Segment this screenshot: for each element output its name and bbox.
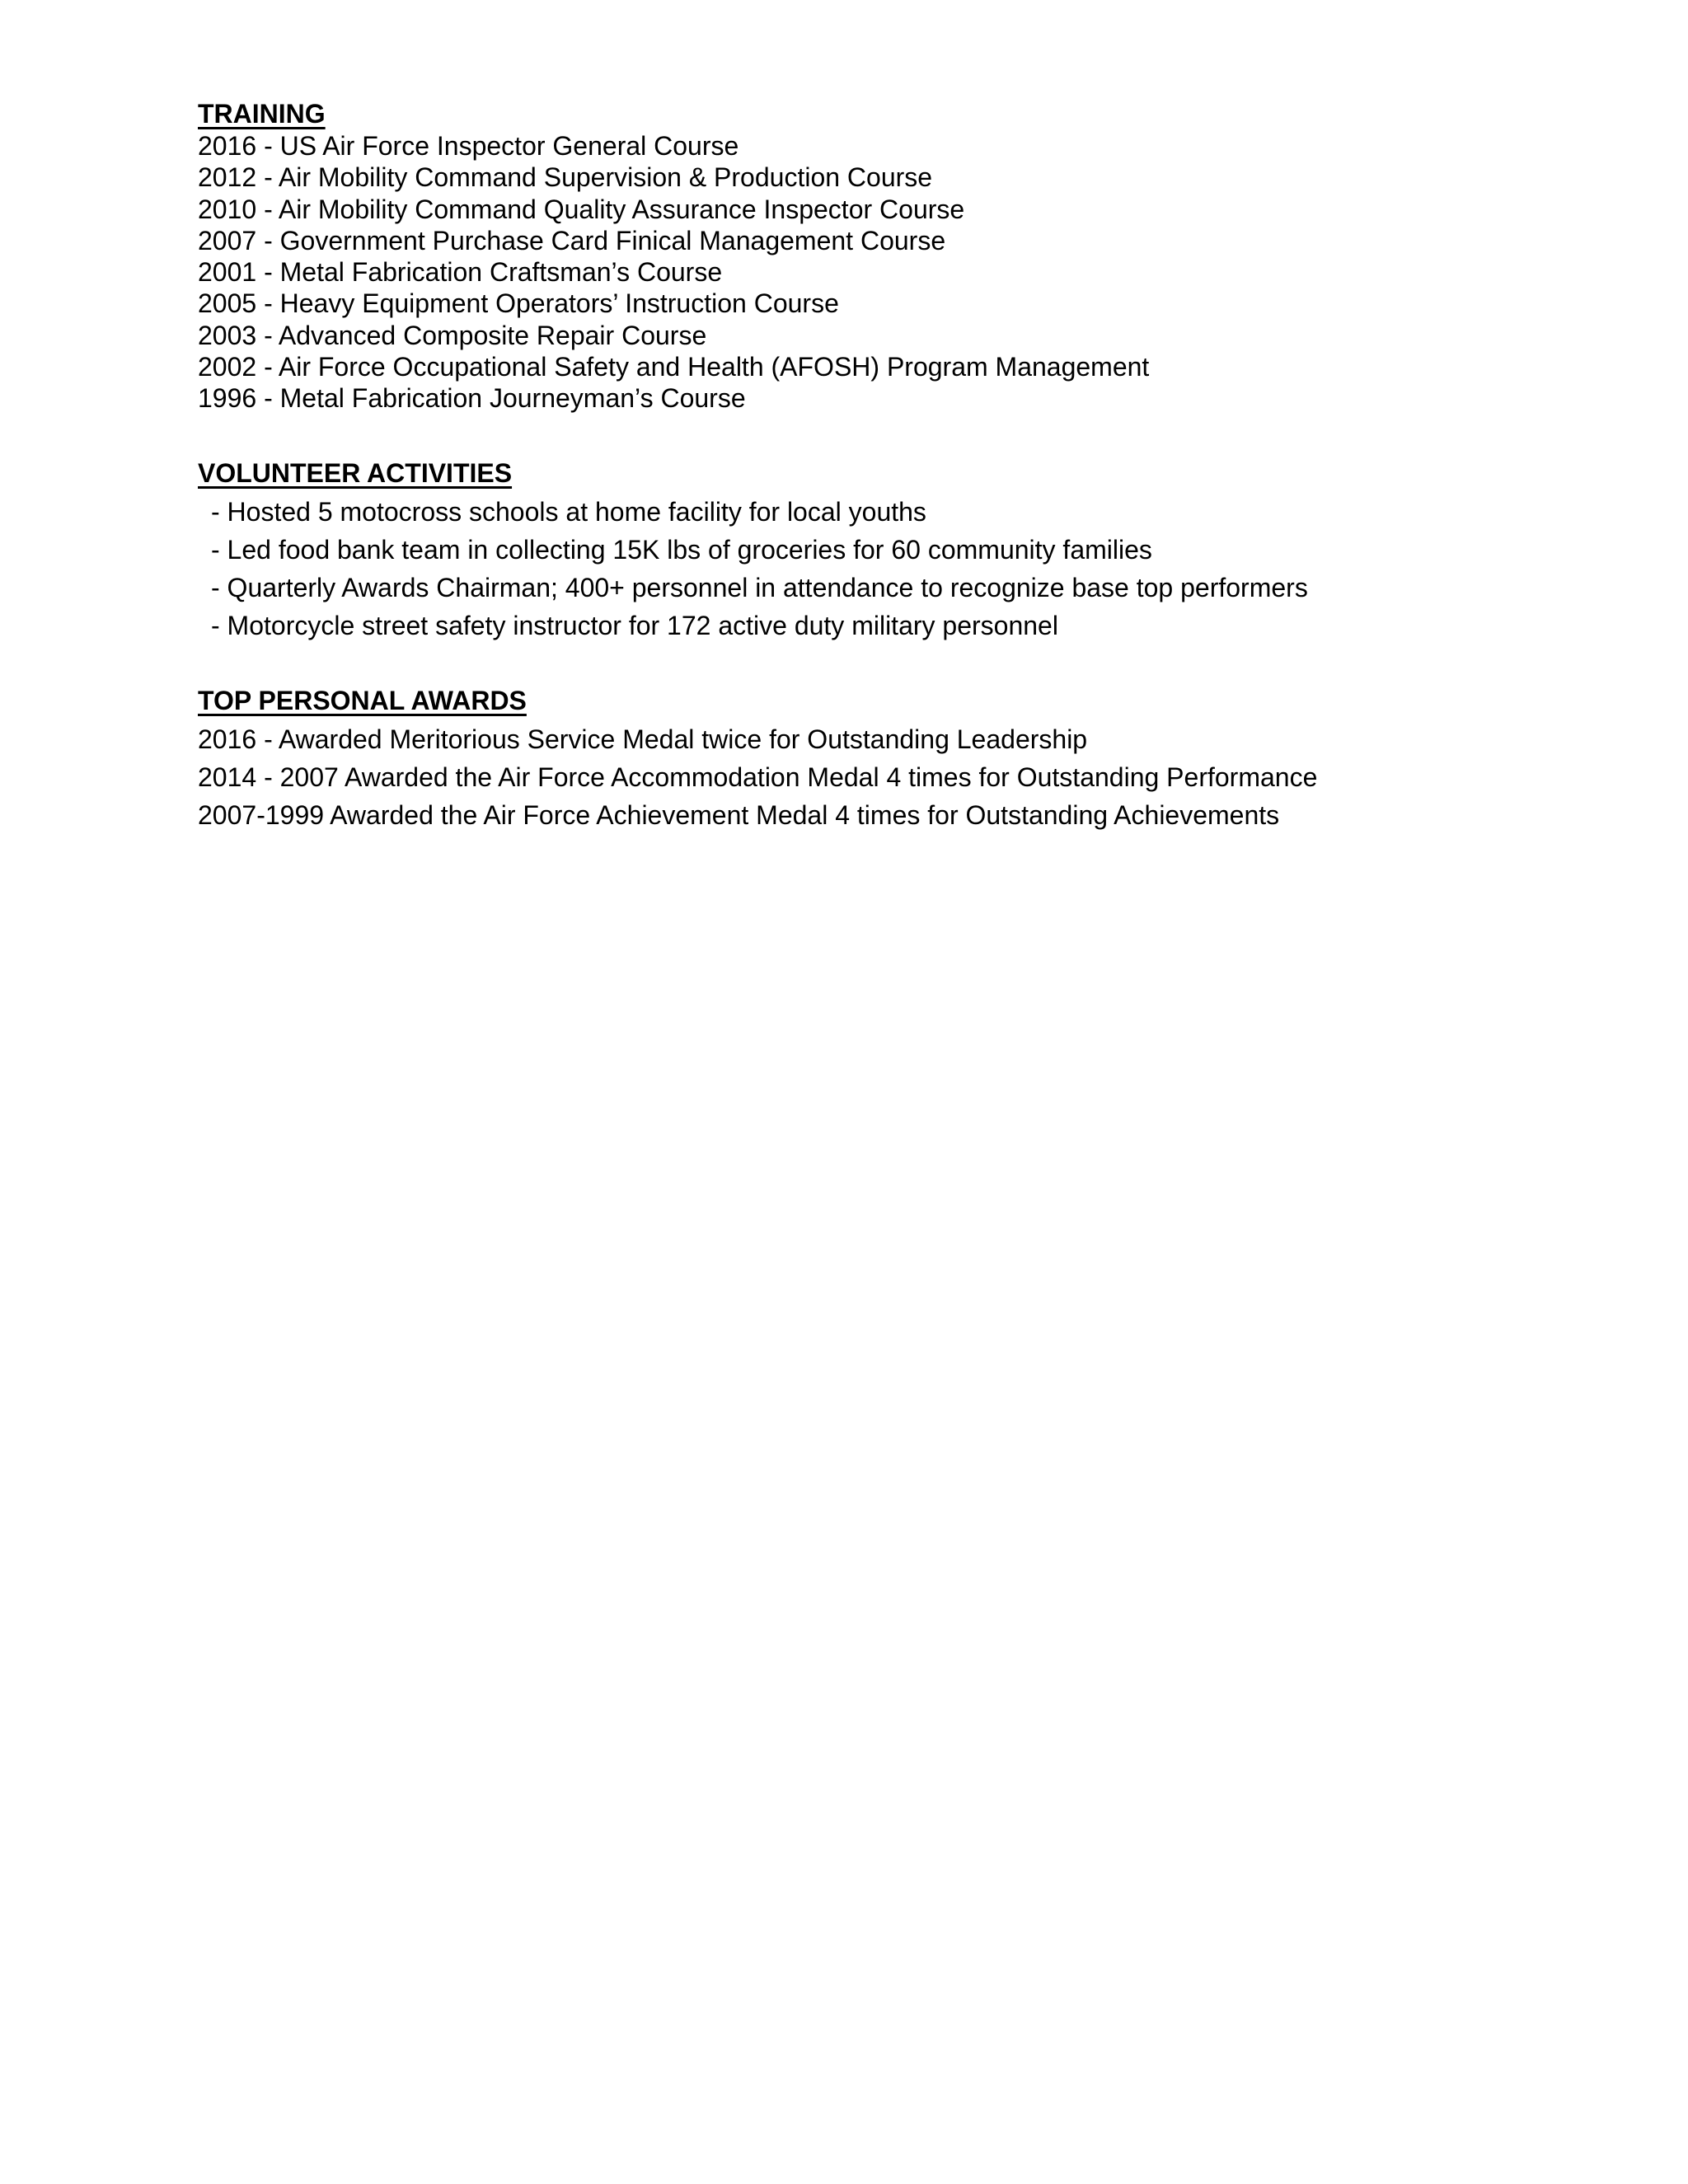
training-section — [198, 97, 1599, 415]
volunteer-item: - Motorcycle street safety instructor for 172 active duty military personnel — [211, 611, 1058, 640]
awards-section — [198, 684, 1599, 834]
volunteer-item: - Hosted 5 motocross schools at home facility for local youths — [211, 497, 926, 527]
award-item: 2016 - Awarded Meritorious Service Medal twice for Outstanding Leadership — [198, 724, 1088, 754]
training-item: 2016 - US Air Force Inspector General Course — [198, 131, 739, 161]
training-item: 1996 - Metal Fabrication Journeyman’s Course — [198, 383, 746, 414]
volunteer-heading: VOLUNTEER ACTIVITIES — [198, 458, 513, 488]
awards-heading: TOP PERSONAL AWARDS — [198, 686, 527, 715]
volunteer-item: - Quarterly Awards Chairman; 400+ personnel in attendance to recognize base top performers — [211, 573, 1308, 602]
award-item: 2007-1999 Awarded the Air Force Achievement Medal 4 times for Outstanding Achievements — [198, 800, 1280, 830]
training-item: 2005 - Heavy Equipment Operators’ Instruction Course — [198, 288, 839, 319]
award-item: 2014 - 2007 Awarded the Air Force Accommodation Medal 4 times for Outstanding Performance — [198, 762, 1318, 792]
volunteer-section — [198, 457, 1599, 644]
training-item: 2012 - Air Mobility Command Supervision & Production Course — [198, 162, 933, 193]
volunteer-item: - Led food bank team in collecting 15K lbs of groceries for 60 community families — [211, 535, 1152, 565]
training-item: 2010 - Air Mobility Command Quality Assurance Inspector Course — [198, 194, 965, 224]
training-item: 2003 - Advanced Composite Repair Course — [198, 320, 707, 350]
training-item: 2007 - Government Purchase Card Finical Management Course — [198, 225, 946, 255]
training-item: 2002 - Air Force Occupational Safety and Health (AFOSH) Program Management — [198, 352, 1150, 382]
training-item: 2001 - Metal Fabrication Craftsman’s Course — [198, 257, 723, 288]
training-heading: TRAINING — [198, 99, 326, 129]
